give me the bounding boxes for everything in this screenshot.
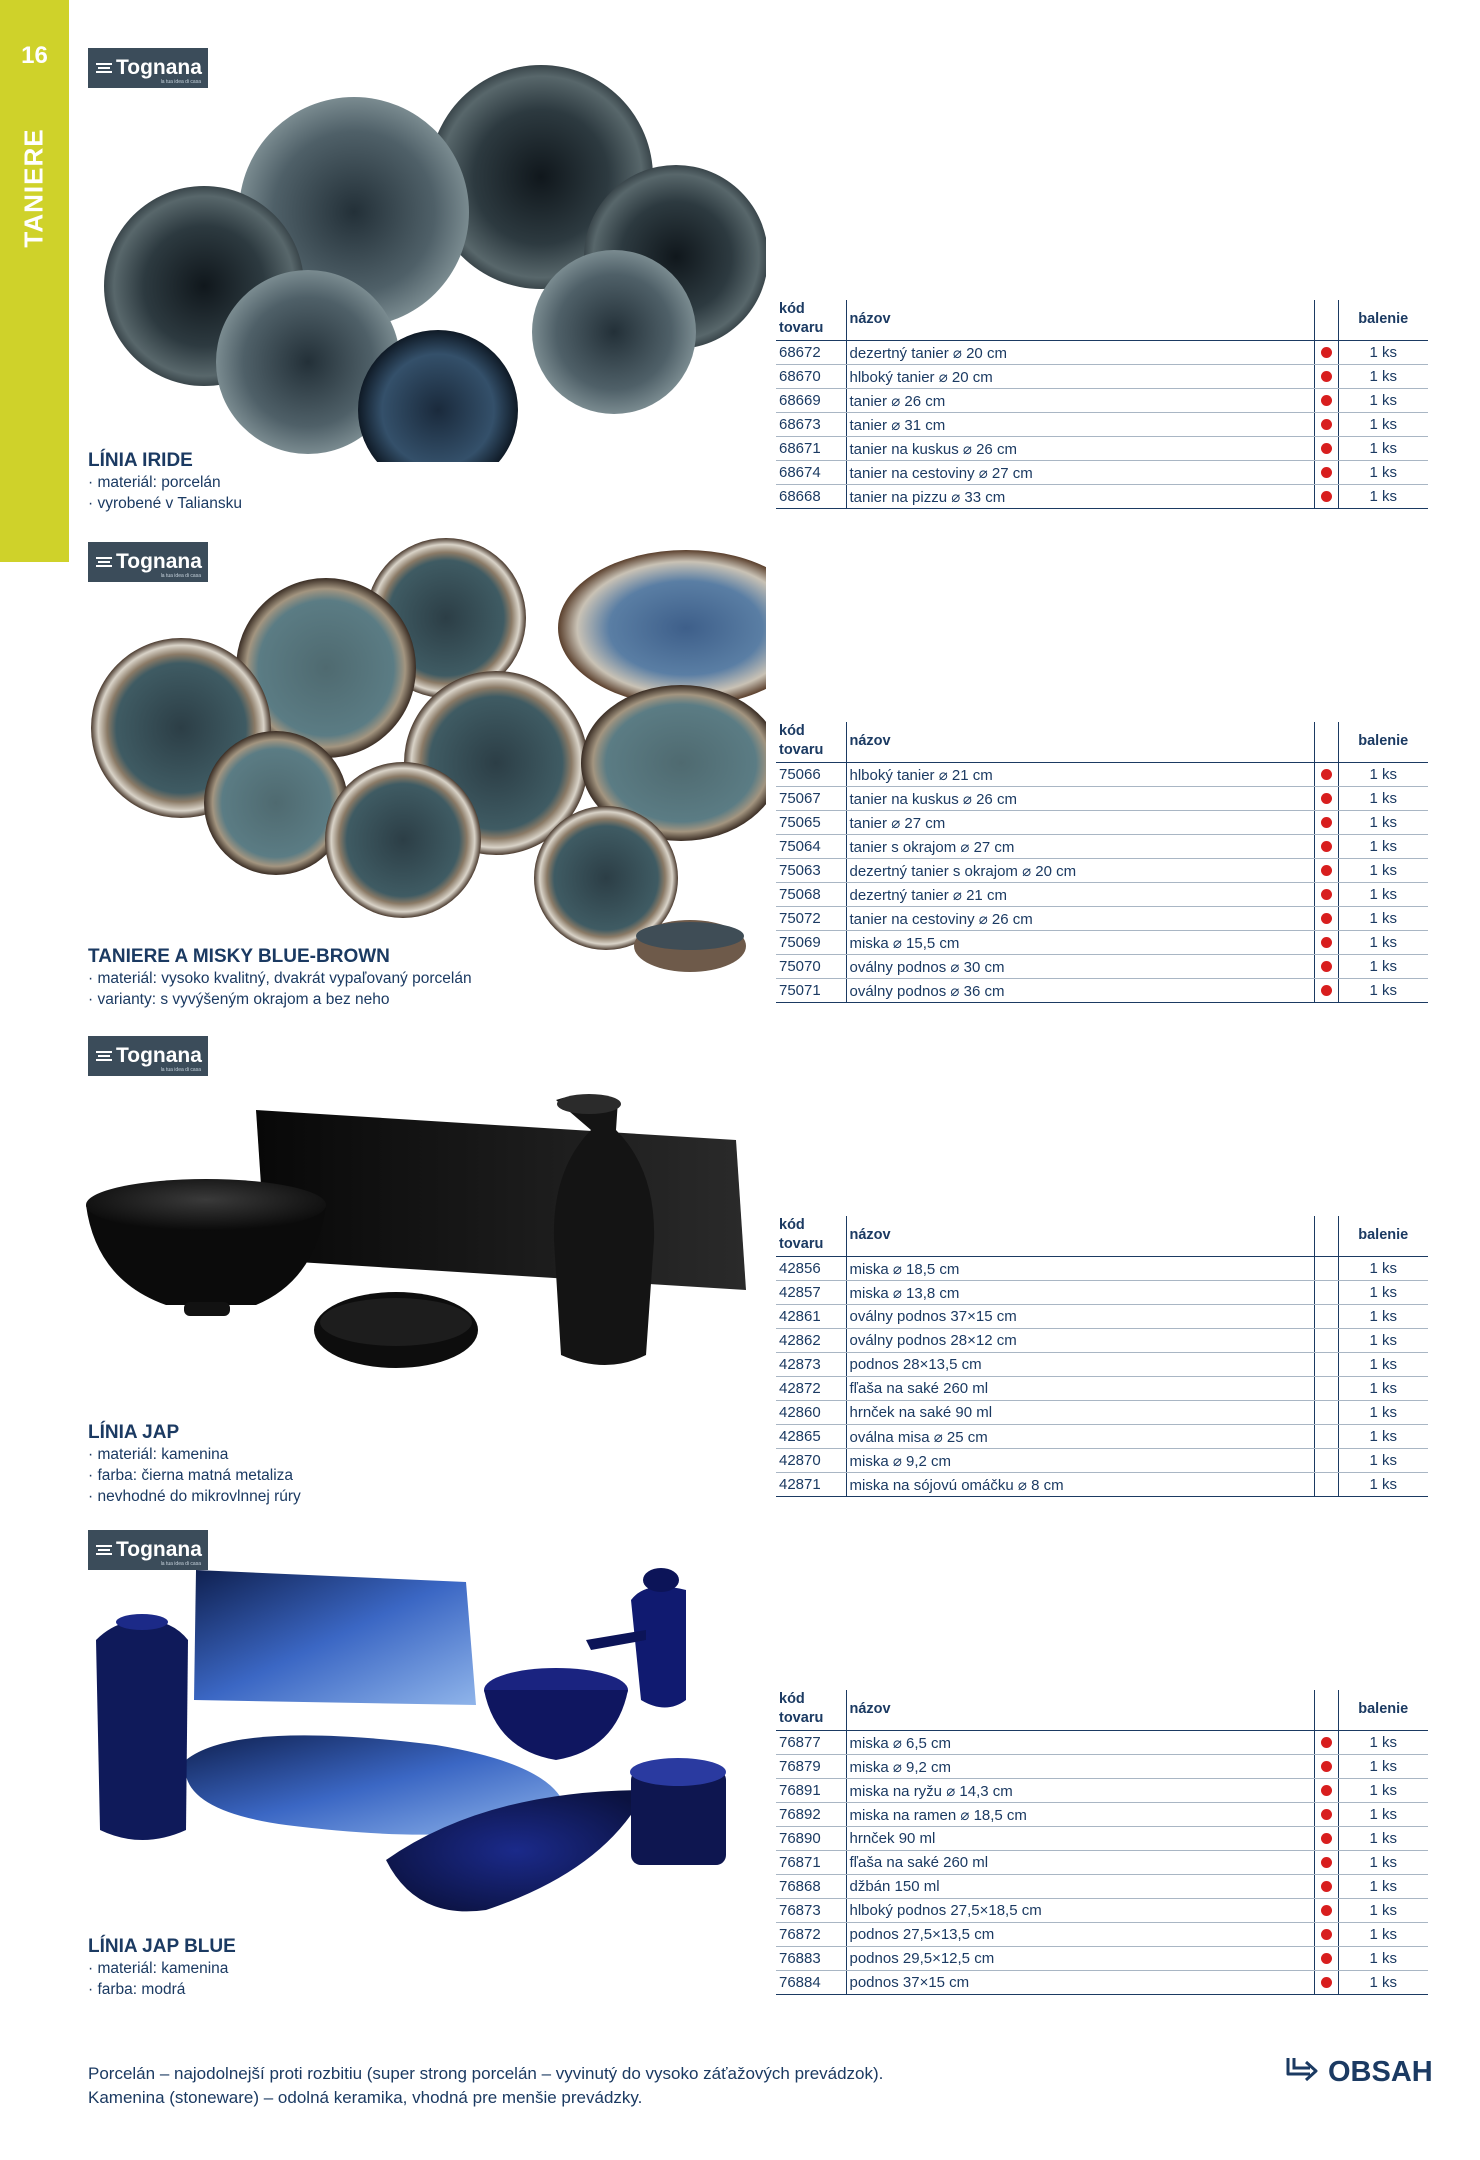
table-row [776,389,1428,413]
product-notes: · materiál: kamenina · farba: čierna matná metaliza · nevhodné do mikrovlnnej rúry [88,1444,301,1507]
table-row [776,979,1428,1003]
cell-nazov: hlboký tanier ⌀ 20 cm [846,365,1314,389]
col-availability [1314,1216,1338,1257]
cell-kod: 42860 [776,1401,846,1425]
product-photo-jap [86,1090,766,1390]
cell-balenie: 1 ks [1338,1425,1428,1449]
cell-nazov: oválny podnos 28×12 cm [846,1329,1314,1353]
col-nazov: názov [846,1216,1314,1257]
table-header-row [776,300,1428,341]
cell-nazov: fľaša na saké 260 ml [846,1377,1314,1401]
cell-balenie: 1 ks [1338,1947,1428,1971]
cell-availability [1314,979,1338,1003]
cell-balenie: 1 ks [1338,1257,1428,1281]
cell-nazov: hlboký tanier ⌀ 21 cm [846,763,1314,787]
table-header-row [776,1690,1428,1731]
cell-availability [1314,1875,1338,1899]
cell-balenie: 1 ks [1338,1353,1428,1377]
cell-balenie: 1 ks [1338,859,1428,883]
cell-kod: 42856 [776,1257,846,1281]
col-nazov: názov [846,300,1314,341]
availability-dot-icon [1321,865,1332,876]
cell-kod: 42861 [776,1305,846,1329]
availability-dot-icon [1321,1737,1332,1748]
cell-kod: 68672 [776,341,846,365]
cell-kod: 76872 [776,1923,846,1947]
cell-nazov: podnos 27,5×13,5 cm [846,1923,1314,1947]
product-table [776,1690,1428,1995]
product-photo-jap-blue [86,1540,766,1920]
availability-dot-icon [1321,961,1332,972]
availability-dot-icon [1321,371,1332,382]
cell-nazov: miska ⌀ 15,5 cm [846,931,1314,955]
product-notes: · materiál: vysoko kvalitný, dvakrát vypaľovaný porcelán · varianty: s vyvýšeným okrajom a bez neho [88,968,472,1010]
availability-dot-icon [1321,1785,1332,1796]
cell-kod: 75067 [776,787,846,811]
cell-balenie: 1 ks [1338,341,1428,365]
availability-dot-icon [1321,1929,1332,1940]
cell-nazov: tanier ⌀ 26 cm [846,389,1314,413]
cell-availability [1314,1449,1338,1473]
cell-kod: 68671 [776,437,846,461]
availability-dot-icon [1321,1977,1332,1988]
table-row [776,1875,1428,1899]
cell-balenie: 1 ks [1338,1449,1428,1473]
cell-kod: 42872 [776,1377,846,1401]
cell-kod: 68670 [776,365,846,389]
cell-availability [1314,1899,1338,1923]
cell-availability [1314,413,1338,437]
cell-nazov: tanier na pizzu ⌀ 33 cm [846,485,1314,509]
brand-logo: Tognana la tua idea di casa [88,1530,208,1570]
table-row [776,1257,1428,1281]
table-row [776,1779,1428,1803]
cell-kod: 75071 [776,979,846,1003]
table-row [776,1305,1428,1329]
cell-availability [1314,1755,1338,1779]
availability-dot-icon [1321,1833,1332,1844]
brand-wave-icon [96,1051,112,1061]
cell-kod: 75072 [776,907,846,931]
cell-kod: 76868 [776,1875,846,1899]
cell-availability [1314,1425,1338,1449]
cell-availability [1314,1305,1338,1329]
table-row [776,1425,1428,1449]
cell-nazov: hrnček 90 ml [846,1827,1314,1851]
availability-dot-icon [1321,443,1332,454]
cell-availability [1314,1281,1338,1305]
cell-kod: 42857 [776,1281,846,1305]
section-label: TANIERE [18,128,49,248]
table-row [776,1401,1428,1425]
cell-kod: 75063 [776,859,846,883]
cell-availability [1314,1923,1338,1947]
cell-nazov: tanier ⌀ 31 cm [846,413,1314,437]
col-balenie: balenie [1338,1690,1428,1731]
product-table [776,1216,1428,1497]
cell-availability [1314,1731,1338,1755]
cell-kod: 68669 [776,389,846,413]
cell-nazov: podnos 29,5×12,5 cm [846,1947,1314,1971]
cell-availability [1314,1329,1338,1353]
availability-dot-icon [1321,769,1332,780]
cell-availability [1314,1971,1338,1995]
product-title: TANIERE A MISKY BLUE-BROWN [88,946,390,967]
cell-kod: 75070 [776,955,846,979]
cell-nazov: podnos 28×13,5 cm [846,1353,1314,1377]
cell-kod: 76890 [776,1827,846,1851]
table-header-row [776,1216,1428,1257]
table-row [776,485,1428,509]
cell-balenie: 1 ks [1338,1899,1428,1923]
cell-nazov: oválny podnos ⌀ 30 cm [846,955,1314,979]
cell-kod: 75068 [776,883,846,907]
cell-nazov: hlboký podnos 27,5×18,5 cm [846,1899,1314,1923]
cell-balenie: 1 ks [1338,1779,1428,1803]
cell-availability [1314,763,1338,787]
availability-dot-icon [1321,1809,1332,1820]
availability-dot-icon [1321,467,1332,478]
cell-balenie: 1 ks [1338,955,1428,979]
cell-nazov: oválny podnos 37×15 cm [846,1305,1314,1329]
cell-kod: 76884 [776,1971,846,1995]
col-balenie: balenie [1338,1216,1428,1257]
cell-availability [1314,859,1338,883]
col-kod: kód tovaru [776,1690,846,1731]
table-row [776,1731,1428,1755]
cell-availability [1314,1803,1338,1827]
brand-logo: Tognana la tua idea di casa [88,1036,208,1076]
cell-kod: 76891 [776,1779,846,1803]
brand-logo: Tognana la tua idea di casa [88,542,208,582]
table-row [776,461,1428,485]
cell-nazov: tanier ⌀ 27 cm [846,811,1314,835]
cell-kod: 75064 [776,835,846,859]
cell-nazov: miska ⌀ 9,2 cm [846,1755,1314,1779]
table-row [776,1329,1428,1353]
availability-dot-icon [1321,817,1332,828]
footer-line: Kamenina (stoneware) – odolná keramika, vhodná pre menšie prevádzky. [88,2088,643,2107]
table-row [776,1923,1428,1947]
availability-dot-icon [1321,793,1332,804]
table-row [776,931,1428,955]
cell-availability [1314,437,1338,461]
table-row [776,413,1428,437]
table-row [776,1827,1428,1851]
product-title: LÍNIA JAP [88,1422,180,1443]
cell-availability [1314,1353,1338,1377]
cell-kod: 76871 [776,1851,846,1875]
availability-dot-icon [1321,1857,1332,1868]
cell-kod: 68673 [776,413,846,437]
cell-nazov: dezertný tanier ⌀ 20 cm [846,341,1314,365]
cell-availability [1314,485,1338,509]
cell-nazov: dezertný tanier ⌀ 21 cm [846,883,1314,907]
cell-kod: 75069 [776,931,846,955]
cell-balenie: 1 ks [1338,1755,1428,1779]
cell-kod: 76892 [776,1803,846,1827]
cell-balenie: 1 ks [1338,883,1428,907]
cell-balenie: 1 ks [1338,413,1428,437]
cell-balenie: 1 ks [1338,1329,1428,1353]
cell-availability [1314,883,1338,907]
cell-nazov: tanier na kuskus ⌀ 26 cm [846,437,1314,461]
cell-balenie: 1 ks [1338,365,1428,389]
cell-nazov: hrnček na saké 90 ml [846,1401,1314,1425]
cell-nazov: oválna misa ⌀ 25 cm [846,1425,1314,1449]
cell-kod: 68674 [776,461,846,485]
cell-availability [1314,1401,1338,1425]
section-accent-strip [0,0,69,562]
table-row [776,437,1428,461]
cell-nazov: miska ⌀ 6,5 cm [846,1731,1314,1755]
cell-availability [1314,1779,1338,1803]
cell-nazov: tanier na cestoviny ⌀ 27 cm [846,461,1314,485]
cell-availability [1314,1947,1338,1971]
table-row [776,787,1428,811]
table-row [776,763,1428,787]
cell-balenie: 1 ks [1338,1923,1428,1947]
cell-availability [1314,1257,1338,1281]
table-row [776,883,1428,907]
product-photo-blue-brown [86,538,766,988]
cell-balenie: 1 ks [1338,1971,1428,1995]
table-row [776,955,1428,979]
cell-nazov: miska ⌀ 13,8 cm [846,1281,1314,1305]
cell-nazov: miska na sójovú omáčku ⌀ 8 cm [846,1473,1314,1497]
availability-dot-icon [1321,347,1332,358]
cell-nazov: dezertný tanier s okrajom ⌀ 20 cm [846,859,1314,883]
cell-availability [1314,955,1338,979]
cell-availability [1314,931,1338,955]
cell-nazov: tanier s okrajom ⌀ 27 cm [846,835,1314,859]
cell-availability [1314,907,1338,931]
table-row [776,1971,1428,1995]
cell-availability [1314,1377,1338,1401]
arrow-return-icon [1282,2052,1322,2092]
cell-kod: 76879 [776,1755,846,1779]
table-row [776,1851,1428,1875]
table-row [776,365,1428,389]
col-availability [1314,1690,1338,1731]
availability-dot-icon [1321,913,1332,924]
cell-availability [1314,835,1338,859]
availability-dot-icon [1321,1761,1332,1772]
cell-kod: 42871 [776,1473,846,1497]
cell-nazov: miska ⌀ 18,5 cm [846,1257,1314,1281]
table-row [776,1449,1428,1473]
cell-balenie: 1 ks [1338,461,1428,485]
availability-dot-icon [1321,841,1332,852]
cell-kod: 75065 [776,811,846,835]
col-nazov: názov [846,1690,1314,1731]
cell-balenie: 1 ks [1338,1803,1428,1827]
cell-nazov: oválny podnos ⌀ 36 cm [846,979,1314,1003]
cell-balenie: 1 ks [1338,763,1428,787]
cell-balenie: 1 ks [1338,1851,1428,1875]
availability-dot-icon [1321,889,1332,900]
col-balenie: balenie [1338,300,1428,341]
cell-balenie: 1 ks [1338,1731,1428,1755]
product-photo-iride [86,62,766,462]
availability-dot-icon [1321,985,1332,996]
footer-line: Porcelán – najodolnejší proti rozbitiu (super strong porcelán – vyvinutý do vysoko záťažových prevádzok). [88,2064,884,2083]
table-row [776,1473,1428,1497]
cell-balenie: 1 ks [1338,1875,1428,1899]
col-kod: kód tovaru [776,1216,846,1257]
cell-balenie: 1 ks [1338,1377,1428,1401]
table-row [776,1947,1428,1971]
product-table [776,300,1428,509]
cell-kod: 42865 [776,1425,846,1449]
footer-notes [88,2062,883,2110]
cell-balenie: 1 ks [1338,1401,1428,1425]
cell-balenie: 1 ks [1338,931,1428,955]
obsah-label: OBSAH [1328,2055,1433,2088]
availability-dot-icon [1321,1905,1332,1916]
availability-dot-icon [1321,1881,1332,1892]
col-nazov: názov [846,722,1314,763]
cell-nazov: miska na ramen ⌀ 18,5 cm [846,1803,1314,1827]
cell-kod: 75066 [776,763,846,787]
product-notes: · materiál: kamenina · farba: modrá [88,1958,228,2000]
cell-balenie: 1 ks [1338,1305,1428,1329]
col-availability [1314,300,1338,341]
cell-balenie: 1 ks [1338,1827,1428,1851]
cell-availability [1314,1851,1338,1875]
cell-availability [1314,1827,1338,1851]
table-header-row [776,722,1428,763]
cell-balenie: 1 ks [1338,485,1428,509]
cell-balenie: 1 ks [1338,811,1428,835]
cell-balenie: 1 ks [1338,1473,1428,1497]
cell-availability [1314,461,1338,485]
cell-nazov: tanier na cestoviny ⌀ 26 cm [846,907,1314,931]
table-row [776,811,1428,835]
cell-kod: 76883 [776,1947,846,1971]
col-availability [1314,722,1338,763]
availability-dot-icon [1321,937,1332,948]
availability-dot-icon [1321,1953,1332,1964]
table-row [776,1377,1428,1401]
brand-logo: Tognana la tua idea di casa [88,48,208,88]
cell-balenie: 1 ks [1338,907,1428,931]
product-title: LÍNIA JAP BLUE [88,1936,236,1957]
cell-availability [1314,341,1338,365]
cell-availability [1314,365,1338,389]
cell-nazov: podnos 37×15 cm [846,1971,1314,1995]
table-row [776,1803,1428,1827]
table-row [776,907,1428,931]
cell-nazov: fľaša na saké 260 ml [846,1851,1314,1875]
cell-kod: 76877 [776,1731,846,1755]
cell-balenie: 1 ks [1338,437,1428,461]
cell-nazov: miska na ryžu ⌀ 14,3 cm [846,1779,1314,1803]
cell-nazov: tanier na kuskus ⌀ 26 cm [846,787,1314,811]
cell-availability [1314,1473,1338,1497]
availability-dot-icon [1321,419,1332,430]
cell-balenie: 1 ks [1338,787,1428,811]
product-title: LÍNIA IRIDE [88,450,193,471]
table-row [776,1755,1428,1779]
table-row [776,341,1428,365]
obsah-link[interactable] [1282,2052,1433,2092]
cell-kod: 76873 [776,1899,846,1923]
cell-kod: 42870 [776,1449,846,1473]
cell-balenie: 1 ks [1338,835,1428,859]
cell-availability [1314,811,1338,835]
cell-nazov: miska ⌀ 9,2 cm [846,1449,1314,1473]
cell-balenie: 1 ks [1338,979,1428,1003]
availability-dot-icon [1321,491,1332,502]
cell-availability [1314,389,1338,413]
cell-kod: 42862 [776,1329,846,1353]
cell-nazov: džbán 150 ml [846,1875,1314,1899]
table-row [776,859,1428,883]
table-row [776,1281,1428,1305]
cell-balenie: 1 ks [1338,1281,1428,1305]
availability-dot-icon [1321,395,1332,406]
col-balenie: balenie [1338,722,1428,763]
table-row [776,1353,1428,1377]
table-row [776,1899,1428,1923]
col-kod: kód tovaru [776,300,846,341]
cell-balenie: 1 ks [1338,389,1428,413]
cell-kod: 68668 [776,485,846,509]
col-kod: kód tovaru [776,722,846,763]
product-notes: · materiál: porcelán · vyrobené v Taliansku [88,472,242,514]
product-table [776,722,1428,1003]
table-row [776,835,1428,859]
cell-kod: 42873 [776,1353,846,1377]
page-number: 16 [21,42,48,69]
cell-availability [1314,787,1338,811]
